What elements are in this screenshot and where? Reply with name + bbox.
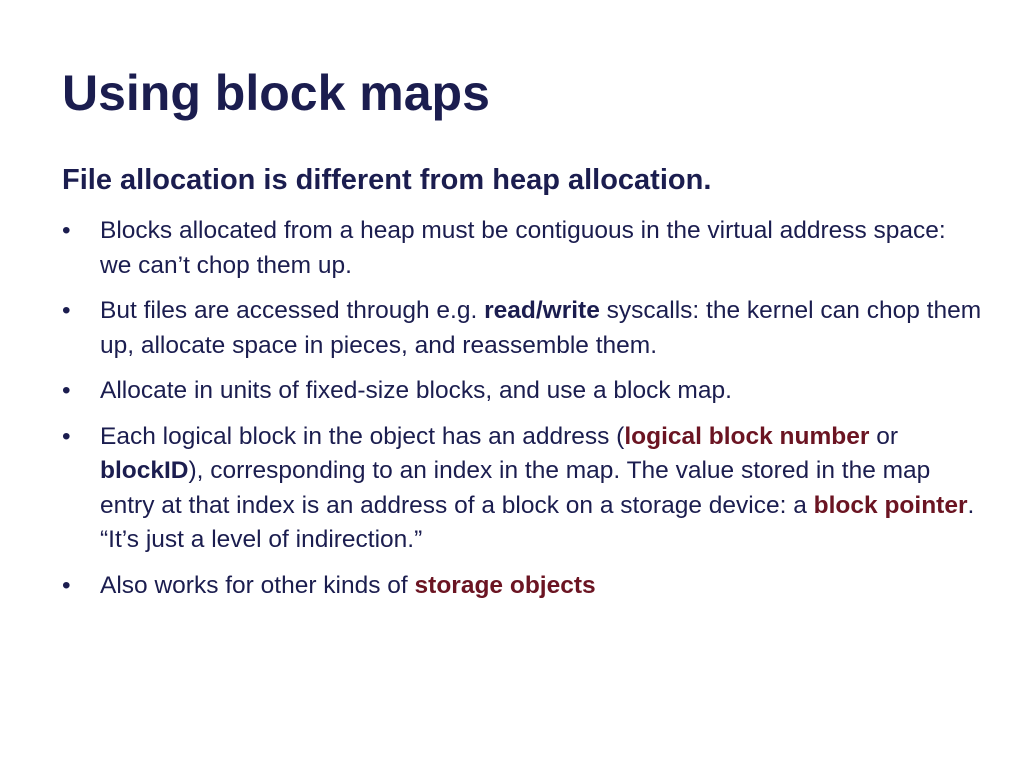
bullet-item: [62, 374, 982, 409]
bullet-marker: •: [62, 297, 71, 324]
bullet-marker: •: [62, 571, 71, 599]
keyword-block-pointer: block pointer: [813, 491, 968, 519]
keyword-logical-block-number: logical block number: [624, 422, 870, 450]
bullet-item: [62, 214, 982, 283]
bullet-text: Blocks allocated from a heap must be contiguous in the virtual address space: we can’t chop them up.: [100, 217, 946, 279]
bullet-text: syscalls: the kernel can chop them up, allocate space in pieces, and reassemble them.: [100, 297, 982, 359]
bullet-item: [62, 294, 982, 363]
bullet-text: Allocate in units of fixed-size blocks, and use a block map.: [100, 377, 732, 404]
keyword-read: read: [484, 297, 536, 324]
bullet-text: But files are accessed through e.g.: [100, 297, 485, 324]
keyword-write: write: [542, 297, 600, 324]
bullet-text: . “It’s just a level of indirection.”: [100, 491, 975, 553]
keyword-blockid: blockID: [100, 457, 189, 484]
bullet-list: [62, 214, 982, 614]
bullet-text: ), corresponding to an index in the map. The value stored in the map entry at that index is an address of a block on a storage device: a: [100, 457, 931, 519]
bullet-item: [62, 420, 982, 558]
bullet-text: Each logical block in the object has an address (: [100, 422, 625, 450]
bullet-marker: •: [62, 377, 71, 404]
bullet-text: or: [869, 422, 898, 450]
bullet-item: [62, 569, 982, 604]
bullet-marker: •: [62, 422, 71, 450]
slide-subtitle: File allocation is different from heap allocation.: [62, 164, 712, 196]
keyword-separator: /: [535, 297, 543, 324]
slide-title: Using block maps: [62, 65, 490, 121]
bullet-marker: •: [62, 217, 71, 244]
bullet-text: Also works for other kinds of: [100, 571, 415, 599]
keyword-storage-objects: storage objects: [414, 571, 596, 599]
